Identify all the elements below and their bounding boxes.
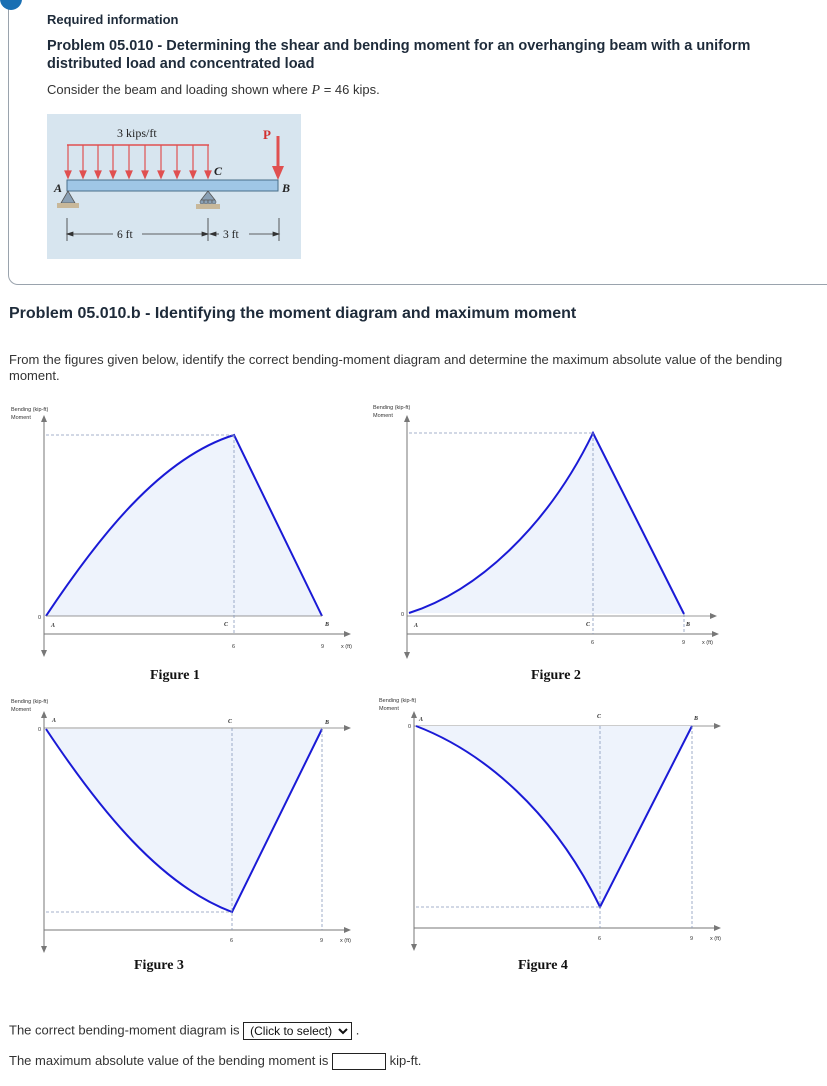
- figure-4: [374, 692, 754, 973]
- tick-9: 9: [682, 640, 686, 646]
- y-axis-arrow-down: [404, 652, 410, 659]
- point-load-label: P: [263, 127, 271, 142]
- y-axis-arrow-up: [41, 415, 47, 422]
- x-axis-label: x (ft): [710, 936, 721, 942]
- baseline-arrow: [344, 725, 351, 731]
- beam-diagram: [47, 114, 301, 259]
- point-a-label: A: [414, 623, 419, 629]
- tick-9: 9: [690, 936, 694, 942]
- x-axis-arrow: [344, 631, 351, 637]
- beam-label-c: C: [214, 164, 223, 178]
- unit-label: kip-ft.: [389, 1053, 422, 1068]
- roller-wheels: [200, 200, 216, 204]
- moment-area-fill: [46, 435, 322, 616]
- x-axis-label: x (ft): [340, 938, 351, 944]
- tick-6: 6: [591, 640, 595, 646]
- point-c-label: C: [224, 622, 229, 628]
- tick-6: 6: [230, 938, 234, 944]
- point-load-arrowhead: [272, 166, 284, 180]
- distributed-load-label: 3 kips/ft: [117, 126, 157, 140]
- figure-4-caption: Figure 4: [518, 958, 568, 973]
- figure-3: [0, 690, 380, 973]
- roller-support-c: [201, 191, 215, 200]
- max-moment-input[interactable]: [332, 1053, 386, 1070]
- point-b-label: B: [325, 622, 330, 628]
- ground-a: [57, 203, 79, 208]
- max-moment-prompt: The maximum absolute value of the bending moment is: [9, 1053, 329, 1068]
- beam-body: [67, 180, 278, 191]
- zero-label: 0: [401, 612, 405, 618]
- p-value: = 46 kips.: [323, 82, 380, 97]
- point-a-label: A: [52, 718, 57, 724]
- figure-1-caption: Figure 1: [150, 668, 200, 683]
- moment-area-fill: [46, 729, 322, 912]
- section-title: Problem 05.010.b - Identifying the moment diagram and maximum moment: [9, 305, 577, 322]
- dimension-lines: [67, 218, 279, 241]
- y-axis-arrow-down: [411, 944, 417, 951]
- figure-3-plot: [0, 690, 380, 960]
- x-axis-arrow: [344, 927, 351, 933]
- beam-label-b: B: [282, 181, 291, 195]
- point-b-label: B: [686, 622, 691, 628]
- baseline-arrow: [710, 613, 717, 619]
- x-axis-label: x (ft): [702, 640, 713, 646]
- zero-label: 0: [38, 615, 42, 621]
- diagram-prompt: The correct bending-moment diagram is: [9, 1022, 240, 1038]
- x-axis-arrow: [712, 631, 719, 637]
- beam-label-a: A: [54, 181, 63, 195]
- y-axis-label: Bending (kip-ft): [11, 699, 49, 705]
- problem-title: Problem 05.010 - Determining the shear and bending moment for an overhanging beam with a uniform distributed load and concentrated load: [47, 38, 751, 72]
- point-b-label: B: [325, 720, 330, 726]
- baseline-arrow: [714, 723, 721, 729]
- point-c-label: C: [597, 714, 602, 720]
- diagram-answer-row: The correct bending-moment diagram is (Click to select) .: [9, 1022, 359, 1040]
- figure-3-caption: Figure 3: [134, 958, 184, 973]
- zero-label: 0: [408, 724, 412, 730]
- y-axis-arrow-down: [41, 650, 47, 657]
- y-axis-arrow-up: [41, 711, 47, 718]
- figure-1: [0, 398, 380, 683]
- pin-support-a: [61, 191, 75, 203]
- problem-statement: Consider the beam and loading shown where P = 46 kips.: [47, 82, 380, 98]
- y-axis-arrow-up: [404, 415, 410, 422]
- tick-6: 6: [598, 936, 602, 942]
- moment-area-fill: [409, 433, 684, 614]
- point-a-label: A: [51, 623, 56, 629]
- ground-c: [196, 204, 220, 209]
- y-axis-label-2: Moment: [11, 707, 31, 713]
- figure-2: [368, 396, 748, 683]
- point-a-label: A: [419, 717, 424, 723]
- max-moment-answer-row: [9, 1053, 421, 1070]
- y-axis-label-2: Moment: [373, 413, 393, 419]
- instruction-text: From the figures given below, identify the correct bending-moment diagram and determine the maximum absolute value of the bending moment.: [9, 352, 783, 383]
- y-axis-arrow-up: [411, 711, 417, 718]
- dimension-3ft: 3 ft: [223, 229, 239, 241]
- zero-label: 0: [38, 727, 42, 733]
- point-c-label: C: [586, 622, 591, 628]
- tick-6: 6: [232, 644, 236, 650]
- required-info-heading: Required information: [47, 12, 179, 27]
- point-c-label: C: [228, 719, 233, 725]
- diagram-select[interactable]: [243, 1022, 352, 1040]
- y-axis-label-2: Moment: [11, 415, 31, 421]
- figure-1-plot: [0, 398, 380, 668]
- figure-4-plot: [374, 692, 754, 962]
- tick-9: 9: [320, 938, 324, 944]
- x-axis-arrow: [714, 925, 721, 931]
- y-axis-label: Bending (kip-ft): [379, 698, 417, 704]
- dimension-6ft: 6 ft: [117, 229, 133, 241]
- beam-loading-figure: [47, 114, 301, 259]
- figure-2-plot: [368, 396, 748, 666]
- figure-2-caption: Figure 2: [531, 668, 581, 683]
- tick-9: 9: [321, 644, 325, 650]
- y-axis-label: Bending (kip-ft): [373, 405, 411, 411]
- moment-area-fill: [416, 726, 692, 907]
- point-b-label: B: [694, 716, 699, 722]
- distributed-load-arrows: [65, 145, 211, 178]
- x-axis-label: x (ft): [341, 644, 352, 650]
- p-symbol: P: [311, 83, 321, 98]
- y-axis-arrow-down: [41, 946, 47, 953]
- y-axis-label-2: Moment: [379, 706, 399, 712]
- y-axis-label: Bending (kip-ft): [11, 407, 49, 413]
